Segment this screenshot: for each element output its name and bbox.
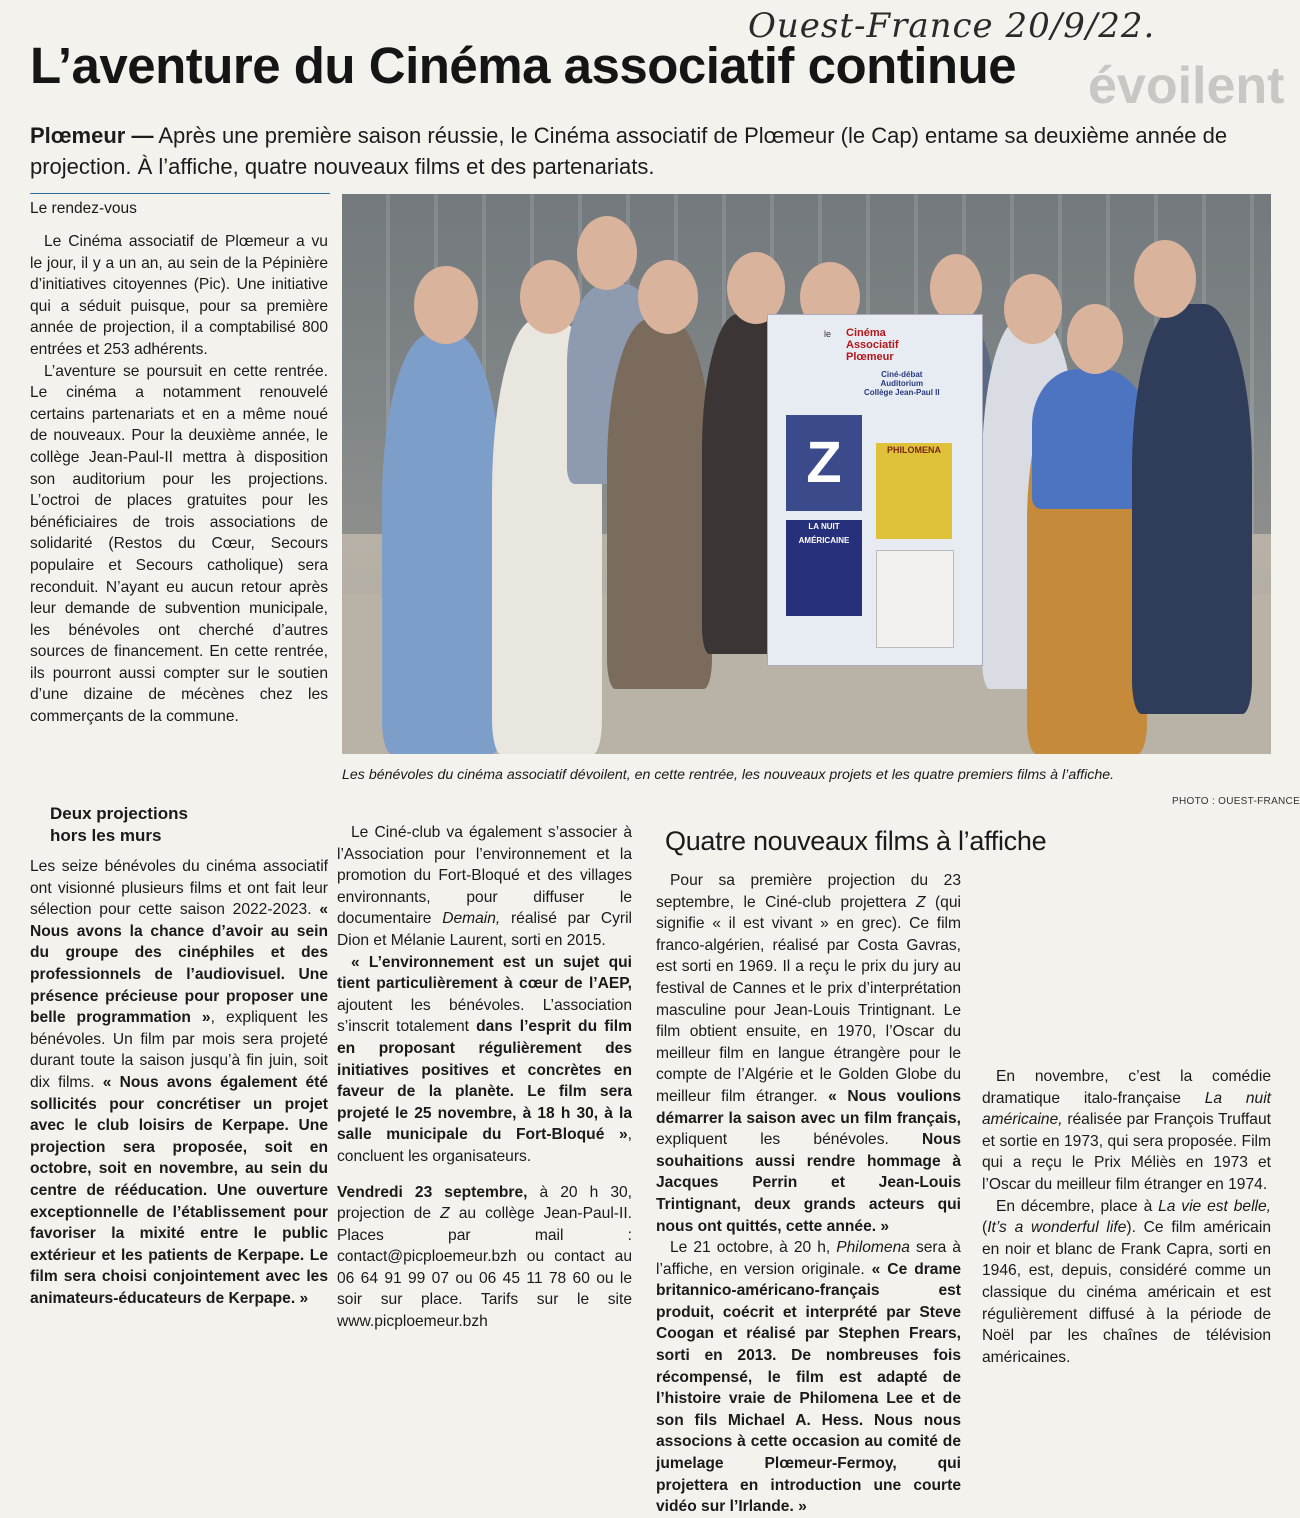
section-heading: Quatre nouveaux films à l’affiche (665, 826, 1047, 856)
person-head (930, 254, 982, 322)
paragraph (982, 1196, 1271, 1369)
column-1-upper (30, 231, 328, 728)
column-4 (982, 1066, 1271, 1396)
text-run: ajoutent les bénévoles. L’association s’inscrit totalement (337, 996, 632, 1036)
film-poster-z: Z (786, 415, 862, 511)
paragraph (656, 870, 961, 1237)
film-title: Z (915, 893, 926, 911)
text-run: , concluent les organisateurs. (337, 1126, 632, 1165)
person-head (638, 260, 698, 334)
quote-run: dans l’esprit du film en proposant régulièrement des initiatives positives et concrètes en faveur de la planète. Le film sera projeté le 25 novembre, à 18 h 30, à la salle municipale du Fort-Bloqué » (337, 1018, 632, 1144)
article-photo (342, 194, 1271, 754)
text-run: au collège Jean-Paul-II. Places par mail : contact@picploemeur.bzh ou contact au 06 64 91 99 07 ou 06 45 11 78 60 ou le soir sur place. Tarifs sur le site www.picploemeur.bzh (337, 1205, 632, 1331)
film-poster-philomena: PHILOMENA (876, 443, 952, 539)
paragraph (656, 1237, 961, 1518)
cinema-poster (767, 314, 983, 666)
film-title-en: It’s a wonderful life (987, 1219, 1127, 1237)
person-figure (382, 334, 502, 754)
poster-title (846, 327, 899, 363)
subheading-line: Deux projections (50, 804, 188, 823)
text-run: sera à l’affiche, en version originale. (656, 1239, 961, 1278)
film-title: La nuit américaine, (982, 1089, 1271, 1129)
practical-info (337, 1182, 632, 1333)
subheading (50, 803, 188, 847)
quote-run: « Nous avons la chance d’avoir au sein du groupe des cinéphiles et des professionnels de l’audiovisuel. Une présence précieuse pour proposer une belle programmation » (30, 901, 328, 1027)
paragraph (982, 1066, 1271, 1196)
lead-place: Plœmeur — (30, 123, 154, 148)
column-3 (656, 870, 961, 1518)
text-run: Le Ciné-club va également s’associer à l’Association pour l’environnement et la promotion du Fort-Bloqué et des villages environnants, pour diffuser le documentaire (337, 824, 632, 928)
person-figure (1132, 304, 1252, 714)
photo-credit: PHOTO : OUEST-FRANCE (1172, 796, 1300, 807)
text-run: expliquent les bénévoles. (656, 1131, 923, 1149)
quote-run: « Ce drame britannico-américano-français est produit, coécrit et interprété par Steve Coogan et réalisé par Stephen Frears, sorti en 2013. De nombreuses fois récompensé, le film est adapté de l’histoire vraie de Philomena Lee et de son fils Michael A. Hess. Nous nous associons à cette occasion au comité de jumelage Plœmeur-Fermoy, qui projettera en introduction une courte vidéo sur l’Irlande. » (656, 1260, 962, 1516)
paragraph: Le Cinéma associatif de Plœmeur a vu le jour, il y a un an, au sein de la Pépinière d’initiatives citoyennes (Pic). Une initiative qui a séduit puisque, pour sa première année de projection, il a comptabilisé 800 entrées et 253 adhérents. (30, 233, 328, 358)
film-poster-la-nuit-americaine: LA NUIT AMÉRICAINE (786, 520, 862, 616)
text-run: ( (982, 1219, 988, 1237)
quote-run: « Nous avons également été sollicités pour concrétiser un projet avec le club loisirs de Kerpape. Une projection sera proposée, soit en octobre, soit en novembre, au sein du centre de rééducation. Une ouverture exceptionnelle de l’établissement pour favoriser la mixité entre le public extérieur et les patients de Kerpape. Le film sera choisi conjointement avec les animateurs-éducateurs de Kerpape. » (30, 1073, 328, 1307)
text-run: ). Ce film américain en noir et blanc de Frank Capra, sorti en 1946, est, depuis, considéré comme un classique du cinéma américain et est régulièrement diffusé à la période de Noël par les chaînes de télévision américaines. (982, 1219, 1271, 1366)
article-headline: L’aventure du Cinéma associatif continue (30, 37, 1017, 94)
text-run: , expliquent les bénévoles. Un film par mois sera projeté durant toute la saison jusqu’à fin juin, soit dix films. (30, 1009, 328, 1091)
quote-run: Nous souhaitions aussi rendre hommage à Jacques Perrin et Jean-Louis Trintignant, deux grands acteurs qui nous ont quittés, cette année. » (656, 1131, 961, 1235)
film-title: La vie est belle, (1158, 1197, 1271, 1215)
paragraph (337, 952, 632, 1168)
column-1-lower (30, 856, 328, 1309)
column-2 (337, 822, 632, 1333)
poster-subtitle-line: Collège Jean-Paul II (864, 388, 940, 397)
film-poster-la-vie-est-belle (876, 550, 954, 648)
article-lead (30, 120, 1260, 182)
text-run: Le 21 octobre, à 20 h, (670, 1239, 837, 1257)
poster-title-line: Associatif (846, 339, 899, 351)
text-run: Les seize bénévoles du cinéma associatif ont visionné plusieurs films et ont fait leur sélection pour cette saison 2022-2023. (30, 858, 328, 919)
text-run: réalisé par Cyril Dion et Mélanie Laurent, sorti en 2015. (337, 910, 632, 949)
handwritten-source-note: Ouest-France 20/9/22. (748, 6, 1156, 46)
person-head (1004, 274, 1062, 344)
person-head (1067, 304, 1123, 374)
rubric-label: Le rendez-vous (30, 200, 137, 217)
paragraph (337, 822, 632, 952)
film-title: Z (440, 1205, 450, 1223)
quote-run: « Nous voulions démarrer la saison avec un film français, (656, 1087, 961, 1127)
poster-subtitle-line: Auditorium (880, 379, 924, 388)
person-head (1134, 240, 1196, 318)
paragraph (30, 856, 328, 1309)
quote-run: « L’environnement est un sujet qui tient particulièrement à cœur de l’AEP, (337, 953, 632, 993)
person-figure (607, 319, 712, 689)
person-figure-top (1032, 369, 1147, 509)
text-run: En décembre, place à (996, 1197, 1159, 1215)
poster-title-line: Plœmeur (846, 351, 894, 363)
person-head (577, 216, 637, 290)
poster-subtitle-line: Ciné-débat (881, 370, 923, 379)
adjacent-article-title: évoilent (1088, 57, 1285, 115)
film-title: Philomena (836, 1239, 910, 1257)
text-run: réalisée par François Truffaut et sortie en 1973, qui sera proposée. Film qui a reçu le Prix Méliès en 1973 et l’Oscar du meilleur film étranger en 1974. (982, 1111, 1271, 1193)
event-date: Vendredi 23 septembre, (337, 1183, 528, 1201)
photo-caption: Les bénévoles du cinéma associatif dévoilent, en cette rentrée, les nouveaux projets et les quatre premiers films à l’affiche. (342, 767, 1115, 783)
lead-text: Après une première saison réussie, le Cinéma associatif de Plœmeur (le Cap) entame sa deuxième année de projection. À l’affiche, quatre nouveaux films et des partenariats. (30, 123, 1228, 179)
text-run: En novembre, c’est la comédie dramatique italo-française (982, 1068, 1271, 1107)
person-head (520, 260, 580, 334)
poster-subtitle (864, 370, 940, 397)
rubric-rule (30, 193, 330, 194)
text-run: à 20 h 30, projection de (337, 1183, 632, 1223)
poster-le: le (824, 329, 832, 339)
poster-title-line: Cinéma (846, 327, 886, 339)
paragraph: L’aventure se poursuit en cette rentrée. Le cinéma a notamment renouvelé certains partenariats et en a même noué de nouveaux. Pour la deuxième année, le collège Jean-Paul-II mettra à disposition son auditorium pour les projections. L’octroi de places gratuites pour les bénéficiaires de trois associations de solidarité (Restos du Cœur, Secours populaire et Secours catholique) sera reconduit. N’ayant eu aucun retour après leur demande de subvention municipale, les bénévoles ont cherché d’autres sources de financement. En cette rentrée, ils pourront aussi compter sur le soutien d’une dizaine de mécènes chez les commerçants de la commune. (30, 362, 328, 726)
text-run: Pour sa première projection du 23 septembre, le Ciné-club projettera (656, 872, 961, 911)
subheading-line: hors les murs (50, 826, 162, 845)
film-title: Demain, (442, 910, 501, 928)
text-run: (qui signifie « il est vivant » en grec). Ce film franco-algérien, réalisé par Costa Gavras, est sorti en 1969. Il a reçu le prix du jury au festival de Cannes et le prix d’interprétation masculine pour Jean-Louis Trintignant. Le film obtient ensuite, en 1970, l’Oscar du meilleur film en langue étrangère pour le compte de l’Algérie et le Golden Globe du meilleur film étranger. (656, 893, 961, 1105)
person-head (414, 266, 478, 344)
